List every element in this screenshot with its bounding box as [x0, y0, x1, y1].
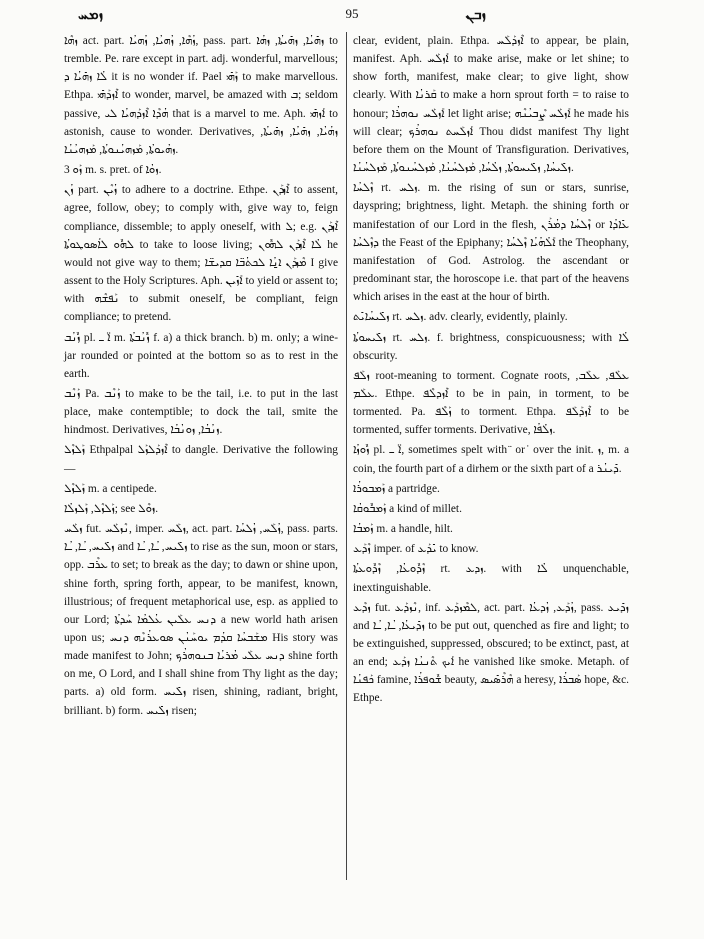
left-headword: ܙܡܚ — [78, 7, 104, 23]
entry-zlah-continued: clear, evident, plain. Ethpa. ܐܶܙܕܰܠܰܚ to appear, be plain, manifest. Aph. ܐܰܙܠܰܚ to make arise, make or let shine; to show forth, manifest, make clear; to give light, show clearly. With ܩܰܪܢܳܐ to make a horn sprout forth = to raise to honour; ܐܰܙܠܰܚ ܢܘܗܪܳܐ let light arise; ܐܰܙܠܰܚ ܨܶܒܝܳܢܶܗ he made his will clear; ܐܰܙܠܰܚܬ ܢܘܗܪܳܟ Thou didst manifest Thy light before them on the Mount of Transfiguration. Derivatives, ܙܠܺܝܚܳܐ, ܙܠܺܝܚܘܬܳܐ, ܙܠܳܚܳܐ, ܡܰܙܠܚܳܢܳܐ, ܡܰܙܠܚܳܢܘܬܳܐ, ܡܰܙܠܚܳܢܳܐ. — [353, 35, 630, 175]
right-column — [346, 32, 629, 880]
entry-handle: ܙܰܡܒܳܐ m. a handle, hilt. — [353, 523, 453, 536]
entry-partridge: ܙܰܡܒܘܪܳܐ a partridge. — [353, 482, 440, 495]
entry-zuza: ܙܽܘܙܳܐ pl. ܐ̈ ـ, sometimes spelt with ̈ or ̇ over the init. ܙ, m. a coin, the fourth part of a dirhem or the sixth part of a ܕܺܝܢܳܪ. — [353, 444, 629, 475]
left-column — [64, 32, 338, 722]
entry-zlihait: ܙܠܺܝܚܳܐܝܺܬ rt. ܙܠܚ. adv. clearly, evidently, plainly. — [353, 311, 568, 324]
page-number: 95 — [345, 6, 359, 21]
entry-zheh: ܙܗܶܐ act. part. ܙܳܗܶܐ, ܙܳܗܝܳܐ, ܙܳܗܝܳܐ, pass. part. ܙܗܺܝܳܐ, ܙܗܺܝܬܳܐ, ܙܗܳܐ to tremble. Pe. rare except in part. adj. wonderful, marvellous; ܠܳܐ ܙܗܺܝܳܐ ܕ it is no wonder if. Pael ܙܰܗܺܝ to make marvellous. Ethpa. ܐܶܙܕܰܗܺܝ to wonder, marvel, be amazed with ܒ; seldom passive, ܗܳܕܶܐ ܐܶܙܕܰܗܝܳܐ ܠܝ that is a marvel to me. Aph. ܐܰܙܗܺܝ to astonish, cause to wonder. Derivatives, ܙܗܳܝܳܐ, ܙܗܺܝܳܐ, ܙܗܺܝܬܳܐ, ܙܗܳܝܘܬܳܐ, ܡܰܙܗܝܳܢܘܬܳܐ, ܡܰܙܗܝܳܢܳܐ. — [64, 35, 338, 156]
entry-zelha: ܙܶܠܚܳܐ rt. ܙܠܚ. m. the rising of sun or stars, sunrise, dayspring; brightness, light. Metaph. the shining forth or manifestation of our Lord in the flesh, ܙܶܠܚܳܐ ܕܡܳܪܰܢ or ܥܺܐܕܳܐ ܕܙܶܠܚܳܐ the Feast of the Epiphany; ܐܰܠܳܗܳܝܳܐ ܙܶܠܚܳܐ the Theophany, manifestation of God. Astrolog. the ascendant or predominant star, the horoscope i.e. that part of the heavens which arises in the east at the hour of birth. — [353, 182, 630, 304]
entry-zan: ܙܳܢ part. ܙܳܝܶܢ to adhere to a doctrine. Ethpe. ܐܶܙܕܰܢ to assent, agree, follow, obey; to comply with, give way to, feign compliance, dissemble; to apply oneself, with ܠ; e.g. ܐܶܙܕܰܢ ܠܗܽܘ ܠܐܰܣܘܛܘܬܳܐ to take to loose living; ܠܳܐ ܐܶܙܕܰܢ ܠܗܽܘܢ he would not give way to them; ܡܶܙܕܰܢ ܐ̱ܢܳܐ ܠܟܬܳܒ̈ܐ ܩܕܝܫ̈ܐ I give assent to the Holy Scriptures. Aph. ܐܰܙܺܝܢ to yield or assent to; with ܢܰܦܫܶܗ to submit oneself, be compliant, feign compliance; to pretend. — [64, 184, 338, 324]
entry-zda: ܙܕܶܥ fut. ܢܶܙܕܰܥ, inf. ܠܡܶܙܕܰܥ, act. part. ܙܳܕܰܥ, ܙܳܕܥܳܐ, pass. ܙܕܺܝܥ and ܙܕܺܝܥܳܐ, ـܳܐ, ـܳܐ to be put out, quenched as fire and light; to be extinguished, suppressed, obscured; to be extinct, past, at an end; ܐܰܝܟ ܬܶܢܢܳܐ ܙܕܰܥ he vanished like smoke. Metaph. of ܟܰܦܢܳܐ famine, ܫܽܘܦܪܳܐ beauty, ܗܶܪܶܣܺܝܣ a heresy, ܣܰܒܪܳܐ hope, &c. Ethpe. — [353, 601, 630, 705]
entry-unquenchable: ܙܶܕܽܘܥܳܐ, ܙܶܕܽܘܥܬܳܐ rt. ܙܕܥ. with ܠܳܐ unquenchable, inextinguishable. — [353, 563, 629, 594]
entry-zunab: ܙܽܢܳܒ pl. ܐ̈ ـ m. ܙܽܢܳܒܬܳܐ f. a) a thick branch. b) m. only; a wine-jar rounded or pointed at the bottom so as to rest in the earth. — [64, 331, 339, 380]
entry-zanneb: ܙܰܢܶܒ Pa. ܙܰܢܶܒ to make to be the tail, i.e. to put in the last place, make contemptible; to dock the tail, smite the hindmost. Derivatives, ܙܢܳܒܳܐ, ܙܘܢܳܒܳܐ. — [64, 387, 338, 437]
entry-centipede: ܙܰܠܙܶܠ m. a centipede. — [64, 482, 157, 495]
entry-zaw: ܙܰܘ 3 m. s. pret. of ܙܘܳܐ. — [64, 164, 162, 177]
entry-zalzel-see: ܙܰܠܙܶܠ, ܙܰܠܙܠܳܐ; see ܙܘܶܠ. — [64, 502, 159, 515]
running-head — [0, 6, 704, 24]
right-headword: ܙܒܢ — [465, 7, 486, 23]
entry-millet: ܙܰܡܒܽܘܩܳܐ a kind of millet. — [353, 502, 462, 515]
entry-zlah: ܙܠܰܚ fut. ܢܶܙܠܰܚ, imper. ܙܠܰܚ, act. part. ܙܳܠܰܚ, ܙܳܠܚܳܐ, pass. parts. ܙܠܺܝܚ, ـܳܐ, ـܳܐ and ܙܠܺܝܚ, ـܳܐ, ـܳܐ to rise as the sun, moon or stars, opp. ܥܪܶܒ to set; to break as the day; to dawn or shine upon, shine forth, spring forth, appear, to be manifest, known, illustrious; of frequent metaphorical use, esp. as applied to our Lord; ܕܢܚ ܥܠܰܝܢ ܥܳܠܡܳܐ ܚܰܕܬܳܐ a new world hath arisen upon us; ܡܫܰܒܚܳܐ ܩܕܳܡ ܝܘܚܰܢܳܢ ܣܘܥܪܳܢܶܗ ܕܢܚ His story was made manifest to John; ܕܢܚ ܥܠܰܝ ܡܳܪܝܳܐ ܒܢܘܗܪܳܟ shine forth on me, O Lord, and I shall shine from Thy light as the day; parts. a) old form. ܙܠܺܝܚ risen, shining, radiant, bright, brilliant. b) form. ܙܠܺܝܚ risen; — [64, 523, 339, 717]
entry-zlihuta: ܙܠܺܝܚܘܬܳܐ rt. ܙܠܚ. f. brightness, conspicuousness; with ܠܳܐ obscurity. — [353, 331, 629, 362]
entry-zalzel: ܙܰܠܙܶܠ Ethpalpal ܐܶܙܕܰܠܙܰܠ to dangle. Derivative the following— — [64, 444, 338, 475]
entry-zlaf: ܙܠܰܦ root-meaning to torment. Cognate roots, ܥܠܰܦ, ܥܠܰܒ, ܥܠܰܡ. Ethpe. ܐܶܙܕܠܶܦ to be in pain, in torment, to be tormented. Pa. ܙܰܠܶܦ to torment. Ethpa. ܐܶܙܕܰܠܰܦ to be tormented, suffer torments. Derivative, ܙܠܳܦܳܐ. — [353, 369, 630, 437]
entry-imper-know: ܙܶܕܰܥ imper. of ܝܺܕܰܥ to know. — [353, 543, 479, 556]
